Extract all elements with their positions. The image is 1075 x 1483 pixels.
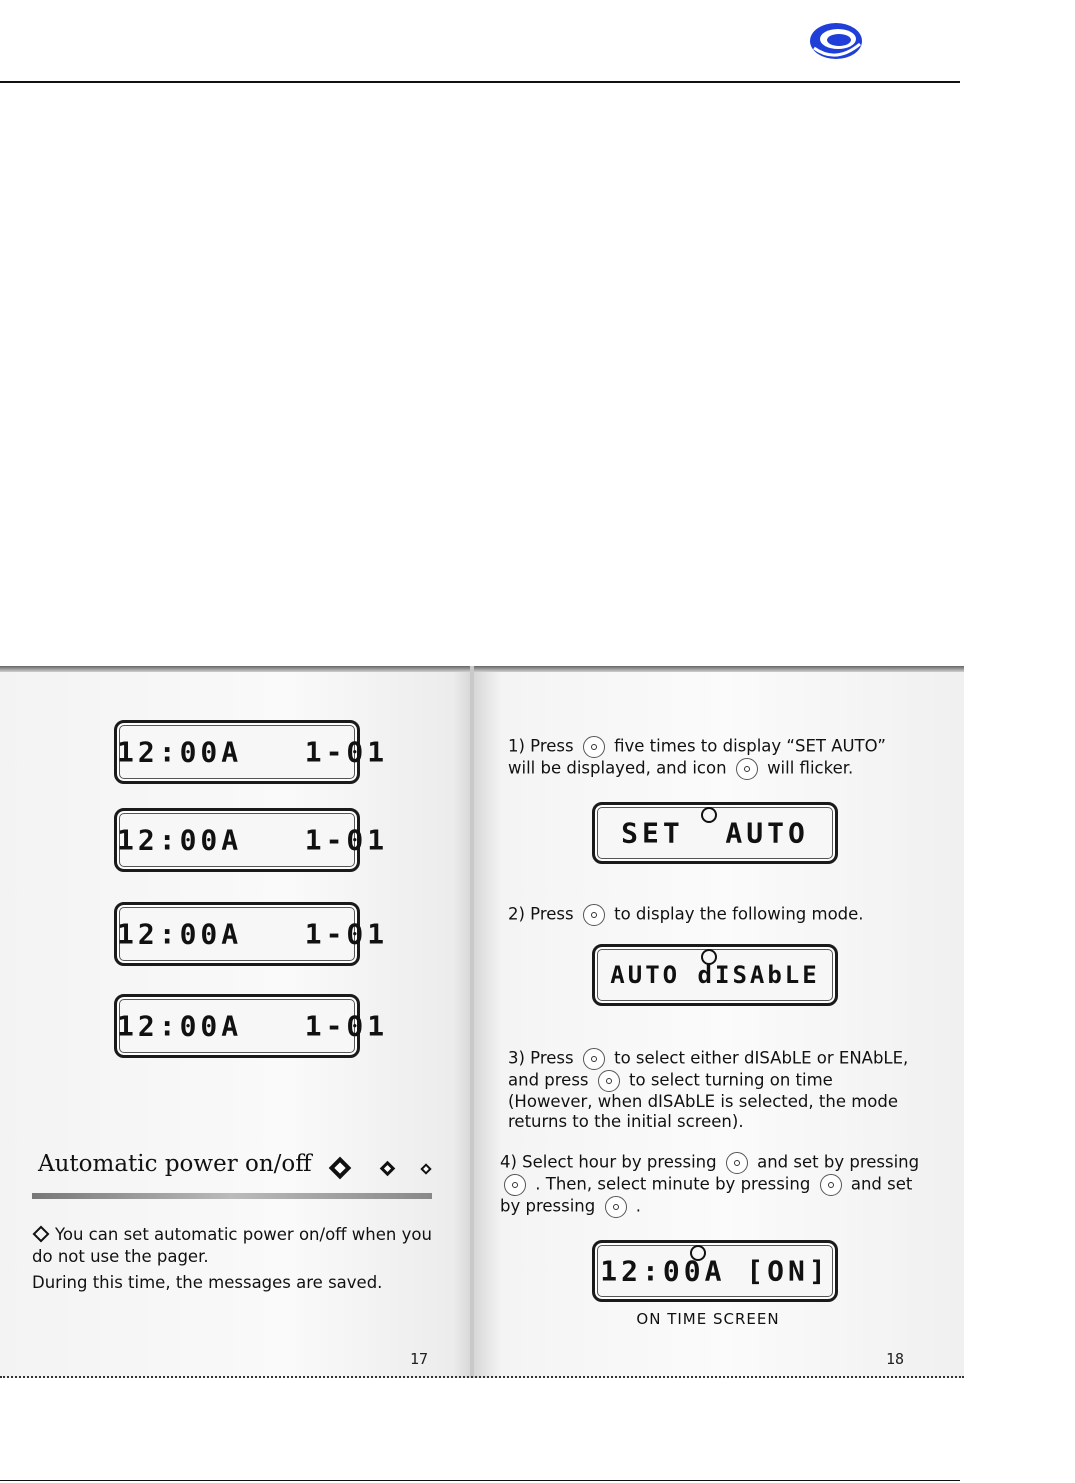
diamond-bullet-icon [33,1226,50,1243]
company-logo-icon [808,18,864,62]
select-button-icon [820,1174,842,1196]
page-fold [470,666,474,1378]
step-4-text-e: . [635,1196,641,1216]
paragraph-2: During this time, the messages are saved. [32,1273,383,1292]
step-3 [508,1048,918,1132]
step-2 [508,904,918,926]
step-4-text-c: . Then, select minute by pressing [535,1174,811,1194]
page-number-left: 17 [410,1350,429,1368]
lcd-on-time [592,1240,838,1302]
step-4 [500,1152,920,1218]
lcd-text: SET AUTO [621,816,809,850]
lcd-screen [114,808,389,872]
step-2-text-a: 2) Press [508,904,574,924]
lcd-set-auto [592,802,838,864]
lcd-text: 12:00A 1-01 [117,917,389,951]
paragraph-1 [32,1224,442,1268]
section-title: Automatic power on/off [38,1151,312,1177]
lcd-text: AUTO dISAbLE [610,961,820,989]
clock-icon [736,758,758,780]
paragraph-1-text: You can set automatic power on/off when you do not use the pager. [32,1225,432,1266]
lcd-text: 12:00A 1-01 [117,735,389,769]
scan-top-edge [0,666,964,672]
lcd-text: 12:00A 1-01 [117,823,389,857]
lcd-auto-disable [592,944,838,1006]
lcd-text: 12:00A [ON] [600,1254,830,1288]
set-button-icon [504,1174,526,1196]
lcd-screen [114,902,389,966]
select-button-icon [583,904,605,926]
step-1-text-b: five times to display “SET AUTO” will be displayed, and icon [508,736,886,778]
section-title-bar [32,1193,432,1199]
set-button-icon [598,1070,620,1092]
header-rule [0,81,960,83]
select-button-icon [726,1152,748,1174]
on-time-caption: ON TIME SCREEN [636,1310,780,1328]
scan-bottom-edge [0,1376,964,1378]
select-button-icon [583,1048,605,1070]
lcd-text: 12:00A 1-01 [117,1009,389,1043]
mode-button-icon [583,736,605,758]
step-1-text-a: 1) Press [508,736,574,756]
footer-rule [0,1480,960,1481]
step-4-text-d: and set by pressing [500,1174,913,1216]
step-3-text-c: to select turning on time (However, when dISAbLE is selected, the mode returns to the initial screen). [508,1070,899,1131]
step-3-text-b: to select either dISAbLE or ENAbLE, and press [508,1048,909,1090]
page-number-right: 18 [886,1350,905,1368]
lcd-screen [114,720,389,784]
set-button-icon [605,1196,627,1218]
step-3-text-a: 3) Press [508,1048,574,1068]
step-4-text-b: and set by pressing [757,1152,920,1172]
step-1 [508,736,918,780]
step-4-text-a: 4) Select hour by pressing [500,1152,717,1172]
step-1-text-c: will flicker. [767,758,854,778]
step-2-text-b: to display the following mode. [614,904,864,924]
lcd-screen [114,994,389,1058]
